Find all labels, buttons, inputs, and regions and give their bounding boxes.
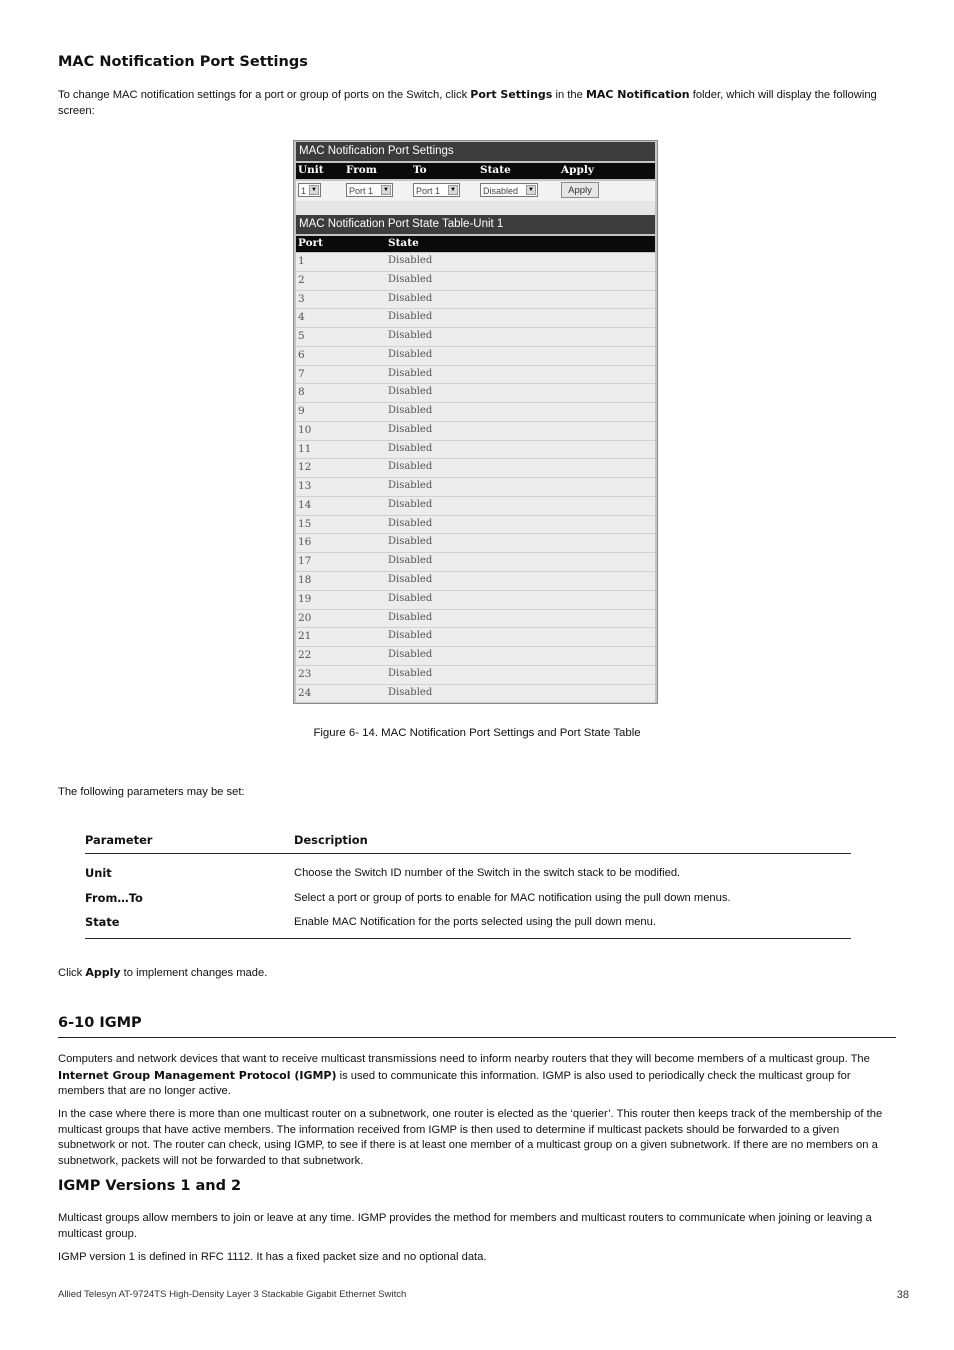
port-state: Disabled [388, 405, 433, 417]
port-number: 19 [298, 592, 312, 605]
port-state-row [296, 291, 655, 310]
port-state: Disabled [388, 611, 433, 623]
port-number: 20 [298, 611, 312, 624]
igmp-versions-paragraph-1: Multicast groups allow members to join or leave at any time. IGMP provides the method for members and multicast routers to communicate when joining or leaving a multicast group. [58, 1212, 872, 1240]
port-state: Disabled [388, 330, 433, 342]
state-select[interactable]: Disabled ▼ [480, 183, 538, 197]
port-state-row [296, 591, 655, 610]
port-state-row [296, 272, 655, 291]
state-table-header [296, 236, 655, 252]
state-table-title-bar: MAC Notification Port State Table-Unit 1 [296, 215, 655, 234]
port-number: 3 [298, 292, 305, 305]
port-number: 11 [298, 442, 312, 455]
settings-title-bar: MAC Notification Port Settings [296, 142, 655, 161]
port-state-row [296, 478, 655, 497]
port-state-row [296, 628, 655, 647]
port-number: 8 [298, 386, 305, 399]
chevron-down-icon: ▼ [526, 185, 536, 195]
port-state: Disabled [388, 423, 433, 435]
chevron-down-icon: ▼ [448, 185, 458, 195]
port-number: 18 [298, 574, 312, 587]
section-heading-igmp-versions: IGMP Versions 1 and 2 [58, 1178, 242, 1194]
col-unit: Unit [298, 164, 324, 176]
spacer [296, 201, 655, 215]
port-number: 17 [298, 555, 312, 568]
port-number: 1 [298, 255, 305, 267]
port-number: 14 [298, 498, 312, 511]
to-port-select[interactable]: Port 1 ▼ [413, 183, 460, 197]
port-state-row [296, 253, 655, 272]
param-name-unit: Unit [85, 866, 112, 880]
port-state-row [296, 422, 655, 441]
col-to: To [413, 164, 427, 176]
port-state: Disabled [388, 255, 433, 266]
param-desc-state: Enable MAC Notification for the ports selected using the pull down menu. [294, 916, 656, 928]
port-state: Disabled [388, 667, 433, 679]
section-heading-mac-notification-port-settings: MAC Notification Port Settings [58, 54, 308, 70]
igmp-paragraph-2: In the case where there is more than one multicast router on a subnetwork, one router is elected as the ‘querier’. This router then keeps track of the membership of the multicast groups that have active members. The information received from IGMP is then used to determine if multicast packets should be forwarded to a given subnetwork or not. The router can check, using IGMP, to see if there is at least one member of a multicast group on a given subnetwork. If there are no members on a subnetwork, packets will not be forwarded to that subnetwork. [58, 1108, 883, 1167]
from-port-select[interactable]: Port 1 ▼ [346, 183, 393, 197]
port-number: 24 [298, 686, 312, 699]
port-state: Disabled [388, 517, 433, 529]
port-state-row [296, 328, 655, 347]
igmp-versions-paragraph-2: IGMP version 1 is defined in RFC 1112. It has a fixed packet size and no optional data. [58, 1251, 487, 1263]
footer-text: Allied Telesyn AT-9724TS High-Density Layer 3 Stackable Gigabit Ethernet Switch [58, 1289, 407, 1300]
port-number: 23 [298, 667, 312, 680]
param-header-parameter: Parameter [85, 833, 153, 847]
port-state: Disabled [388, 592, 433, 604]
settings-column-header [296, 163, 655, 179]
port-state: Disabled [388, 686, 433, 698]
figure-caption: Figure 6- 14. MAC Notification Port Settings and Port State Table [313, 727, 641, 739]
apply-button[interactable]: Apply [561, 182, 599, 198]
port-state-row [296, 403, 655, 422]
port-state-row [296, 666, 655, 685]
port-state: Disabled [388, 536, 433, 548]
port-state: Disabled [388, 480, 433, 492]
param-header-description: Description [294, 833, 368, 847]
section-rule [58, 1037, 896, 1038]
port-number: 22 [298, 649, 312, 662]
port-state-row [296, 516, 655, 535]
table-top-rule [85, 853, 851, 854]
port-number: 15 [298, 517, 312, 530]
port-state: Disabled [388, 292, 433, 304]
param-desc-unit: Choose the Switch ID number of the Switch in the switch stack to be modified. [294, 867, 681, 879]
port-state-row [296, 441, 655, 460]
param-name-state: State [85, 915, 120, 929]
screenshot-figure [293, 140, 658, 704]
unit-select[interactable]: 1 ▼ [298, 183, 321, 197]
chevron-down-icon: ▼ [381, 185, 391, 195]
port-state-rows [296, 253, 655, 703]
port-state-row [296, 347, 655, 366]
port-state: Disabled [388, 498, 433, 510]
port-number: 21 [298, 630, 312, 643]
apply-note: Click Apply to implement changes made. [58, 966, 268, 979]
port-state: Disabled [388, 574, 433, 586]
port-state: Disabled [388, 348, 433, 360]
col-port-state: State [388, 237, 419, 249]
port-state: Disabled [388, 649, 433, 661]
port-number: 12 [298, 461, 312, 474]
col-state: State [480, 164, 511, 176]
port-state: Disabled [388, 442, 433, 454]
section-heading-igmp: 6-10 IGMP [58, 1015, 142, 1031]
port-state-row [296, 309, 655, 328]
port-number: 7 [298, 367, 305, 380]
col-port: Port [298, 237, 323, 249]
port-state: Disabled [388, 273, 433, 285]
port-number: 9 [298, 405, 305, 418]
intro-paragraph: To change MAC notification settings for a port or group of ports on the Switch, click Port Settings in the MAC Notification folder, which will display the following screen: [58, 88, 877, 117]
col-apply: Apply [561, 164, 594, 176]
param-name-from-to: From…To [85, 891, 143, 905]
settings-control-row [296, 181, 655, 201]
port-number: 4 [298, 311, 305, 324]
port-number: 6 [298, 348, 305, 361]
param-desc-from-to: Select a port or group of ports to enable for MAC notification using the pull down menus. [294, 892, 731, 904]
port-state: Disabled [388, 630, 433, 642]
params-intro: The following parameters may be set: [58, 786, 245, 798]
port-state-row [296, 534, 655, 553]
port-state: Disabled [388, 367, 433, 379]
table-bottom-rule [85, 938, 851, 939]
port-number: 2 [298, 273, 305, 286]
port-number: 10 [298, 423, 312, 436]
port-number: 5 [298, 330, 305, 343]
port-number: 13 [298, 480, 312, 493]
port-state: Disabled [388, 386, 433, 398]
port-state-row [296, 610, 655, 629]
port-state: Disabled [388, 461, 433, 473]
port-state-row [296, 553, 655, 572]
page-number: 38 [896, 1289, 909, 1301]
port-state-row [296, 497, 655, 516]
port-state: Disabled [388, 311, 433, 323]
port-state-row [296, 685, 655, 704]
port-state-row [296, 572, 655, 591]
igmp-paragraph-1: Computers and network devices that want to receive multicast transmissions need to inform nearby routers that they will become members of a multicast group. The Internet Group Management Protocol (IGMP) is used to communicate this information. IGMP is also used to periodically check the multicast group for members that are no longer active. [58, 1053, 870, 1098]
col-from: From [346, 164, 377, 176]
port-number: 16 [298, 536, 312, 549]
port-state-row [296, 647, 655, 666]
port-state-row [296, 366, 655, 385]
port-state: Disabled [388, 555, 433, 567]
chevron-down-icon: ▼ [309, 185, 319, 195]
port-state-row [296, 384, 655, 403]
port-state-row [296, 459, 655, 478]
